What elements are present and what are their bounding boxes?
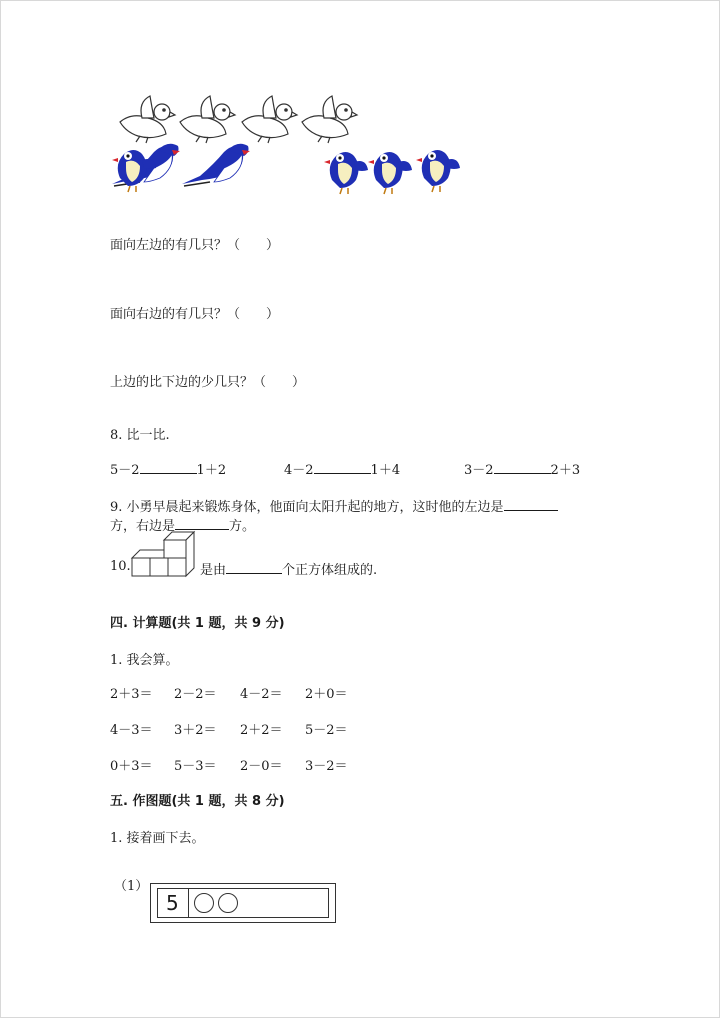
q10-text-a: 是由 <box>200 563 227 578</box>
start-digit: 5 <box>166 891 179 915</box>
calc-cell: 4－3＝ <box>110 723 153 738</box>
circle-icon <box>218 893 238 913</box>
calc-cell: 3－2＝ <box>305 759 348 774</box>
q8-right: 1＋2 <box>196 463 227 478</box>
q8-right: 2＋3 <box>550 463 581 478</box>
drawing-label: （1） <box>114 879 149 894</box>
q8-right: 1＋4 <box>370 463 401 478</box>
calc-cell: 5－2＝ <box>305 723 348 738</box>
answer-blank[interactable] <box>504 498 558 511</box>
answer-blank[interactable] <box>314 461 371 474</box>
calc-cell: 2＋2＝ <box>240 723 283 738</box>
q10-text <box>200 559 377 578</box>
calc-cell: 5－3＝ <box>174 759 217 774</box>
question-difference: 上边的比下边的少几只？（ ） <box>110 375 306 390</box>
drawing-inner-frame <box>157 888 329 918</box>
section4-subtitle: 1. 我会算。 <box>110 653 179 668</box>
calc-cell: 2－0＝ <box>240 759 283 774</box>
q8-item <box>464 459 580 478</box>
calc-cell: 3＋2＝ <box>174 723 217 738</box>
section5-heading: 五. 作图题(共 1 题，共 8 分) <box>110 794 285 809</box>
calc-cell: 4－2＝ <box>240 687 283 702</box>
answer-blank[interactable] <box>494 461 551 474</box>
blue-birds-illustration <box>110 138 462 196</box>
cube-stack-figure <box>130 530 196 582</box>
q8-left: 3－2 <box>464 463 494 478</box>
question-facing-right: 面向右边的有几只？（ ） <box>110 307 280 322</box>
q10-text-b: 个正方体组成的. <box>282 563 378 578</box>
circle-icon <box>194 893 214 913</box>
q8-left: 5－2 <box>110 463 140 478</box>
q8-item <box>110 459 226 478</box>
q9-line1 <box>110 496 558 515</box>
section5-subtitle: 1. 接着画下去。 <box>110 831 205 846</box>
q8-left: 4－2 <box>284 463 314 478</box>
q9-text: 9. 小勇早晨起来锻炼身体，他面向太阳升起的地方，这时他的左边是 <box>110 500 504 515</box>
section4-heading: 四. 计算题(共 1 题，共 9 分) <box>110 616 285 631</box>
question-facing-left: 面向左边的有几只？（ ） <box>110 238 280 253</box>
calc-cell: 2＋3＝ <box>110 687 153 702</box>
digit-divider <box>188 889 189 917</box>
white-birds-illustration <box>112 92 362 144</box>
drawing-area[interactable] <box>150 883 336 923</box>
calc-cell: 0＋3＝ <box>110 759 153 774</box>
answer-blank[interactable] <box>226 561 282 574</box>
q8-title: 8. 比一比. <box>110 428 170 443</box>
answer-blank[interactable] <box>140 461 197 474</box>
answer-blank[interactable] <box>175 517 229 530</box>
q9-text: 方，右边是 <box>110 519 176 534</box>
calc-cell: 2－2＝ <box>174 687 217 702</box>
q10-number: 10. <box>110 559 131 574</box>
calc-cell: 2＋0＝ <box>305 687 348 702</box>
q8-item <box>284 459 400 478</box>
q9-text: 方。 <box>229 519 256 534</box>
